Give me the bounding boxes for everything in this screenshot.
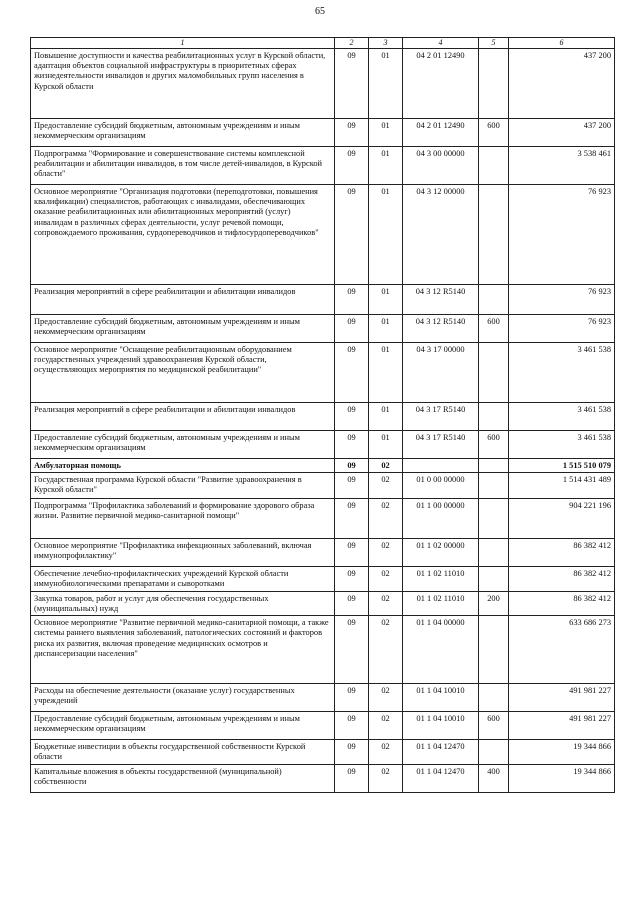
table-row <box>31 284 615 314</box>
row-amount: 76 923 <box>509 314 615 342</box>
row-section: 09 <box>335 184 369 284</box>
row-section: 09 <box>335 740 369 765</box>
table-row <box>31 458 615 472</box>
row-subsection: 02 <box>369 458 403 472</box>
column-number: 6 <box>509 38 615 49</box>
row-subsection: 02 <box>369 591 403 616</box>
row-name: Предоставление субсидий бюджетным, автономным учреждениям и иным некоммерческим организациям <box>31 712 335 740</box>
row-target-article: 01 1 04 10010 <box>403 712 479 740</box>
row-amount: 3 461 538 <box>509 430 615 458</box>
row-amount: 633 686 273 <box>509 616 615 684</box>
row-name: Повышение доступности и качества реабилитационных услуг в Курской области, адаптация объектов социальной инфраструктуры в приоритетных сферах жизнедеятельности инвалидов и других маломобильных групп населения в Курской области <box>31 48 335 118</box>
row-section: 09 <box>335 430 369 458</box>
row-subsection: 02 <box>369 684 403 712</box>
row-expense-type <box>479 402 509 430</box>
row-subsection: 02 <box>369 499 403 539</box>
row-subsection: 01 <box>369 118 403 146</box>
row-section: 09 <box>335 118 369 146</box>
row-expense-type <box>479 740 509 765</box>
row-section: 09 <box>335 284 369 314</box>
row-target-article: 04 2 01 12490 <box>403 48 479 118</box>
row-name: Амбулаторная помощь <box>31 458 335 472</box>
row-expense-type <box>479 684 509 712</box>
row-name: Обеспечение лечебно-профилактических учреждений Курской области иммунобиологическими препаратами и сыворотками <box>31 567 335 592</box>
row-amount: 437 200 <box>509 48 615 118</box>
row-section: 09 <box>335 146 369 184</box>
row-expense-type: 400 <box>479 764 509 792</box>
row-section: 09 <box>335 567 369 592</box>
table-row <box>31 499 615 539</box>
row-name: Бюджетные инвестиции в объекты государственной собственности Курской области <box>31 740 335 765</box>
row-name: Предоставление субсидий бюджетным, автономным учреждениям и иным некоммерческим организациям <box>31 430 335 458</box>
row-expense-type <box>479 458 509 472</box>
table-row <box>31 567 615 592</box>
table-row <box>31 402 615 430</box>
row-target-article: 01 1 00 00000 <box>403 499 479 539</box>
row-name: Реализация мероприятий в сфере реабилитации и абилитации инвалидов <box>31 284 335 314</box>
row-name: Подпрограмма "Формирование и совершенствование системы комплексной реабилитации и абилитации инвалидов, в том числе детей-инвалидов, в Курской области" <box>31 146 335 184</box>
row-expense-type <box>479 499 509 539</box>
row-expense-type <box>479 473 509 499</box>
row-name: Основное мероприятие "Развитие первичной медико-санитарной помощи, а также системы раннего выявления заболеваний, патологических состояний и факторов риска их развития, включая проведение медицинских осмотров и диспансеризации населения" <box>31 616 335 684</box>
column-number: 3 <box>369 38 403 49</box>
table-row <box>31 740 615 765</box>
row-amount: 19 344 866 <box>509 764 615 792</box>
table-row <box>31 118 615 146</box>
row-target-article: 04 3 12 R5140 <box>403 284 479 314</box>
row-expense-type <box>479 284 509 314</box>
row-expense-type <box>479 567 509 592</box>
row-amount: 3 461 538 <box>509 402 615 430</box>
row-name: Основное мероприятие "Оснащение реабилитационным оборудованием государственных учреждений здравоохранения Курской области, осуществляющих мероприятия по медицинской реабилитации" <box>31 342 335 402</box>
row-expense-type: 600 <box>479 314 509 342</box>
row-name: Реализация мероприятий в сфере реабилитации и абилитации инвалидов <box>31 402 335 430</box>
row-name: Капитальные вложения в объекты государственной (муниципальной) собственности <box>31 764 335 792</box>
row-expense-type <box>479 48 509 118</box>
row-target-article: 04 3 00 00000 <box>403 146 479 184</box>
row-target-article: 04 3 17 00000 <box>403 342 479 402</box>
row-expense-type: 600 <box>479 430 509 458</box>
table-row <box>31 539 615 567</box>
column-number: 1 <box>31 38 335 49</box>
page-number: 65 <box>315 6 325 17</box>
row-subsection: 01 <box>369 430 403 458</box>
row-section: 09 <box>335 684 369 712</box>
row-amount: 491 981 227 <box>509 712 615 740</box>
column-number: 2 <box>335 38 369 49</box>
row-section: 09 <box>335 342 369 402</box>
row-target-article: 01 1 04 12470 <box>403 764 479 792</box>
row-expense-type <box>479 184 509 284</box>
row-target-article: 01 1 04 00000 <box>403 616 479 684</box>
table-row <box>31 48 615 118</box>
row-amount: 76 923 <box>509 184 615 284</box>
row-subsection: 02 <box>369 473 403 499</box>
row-target-article: 04 3 17 R5140 <box>403 402 479 430</box>
budget-table <box>30 37 615 793</box>
row-expense-type <box>479 539 509 567</box>
row-amount: 437 200 <box>509 118 615 146</box>
row-subsection: 01 <box>369 284 403 314</box>
row-name: Подпрограмма "Профилактика заболеваний и формирование здорового образа жизни. Развитие первичной медико-санитарной помощи" <box>31 499 335 539</box>
row-amount: 76 923 <box>509 284 615 314</box>
row-expense-type <box>479 616 509 684</box>
column-number: 5 <box>479 38 509 49</box>
row-subsection: 02 <box>369 712 403 740</box>
row-target-article: 01 1 04 10010 <box>403 684 479 712</box>
row-name: Государственная программа Курской области "Развитие здравоохранения в Курской области" <box>31 473 335 499</box>
column-number: 4 <box>403 38 479 49</box>
row-section: 09 <box>335 764 369 792</box>
row-amount: 904 221 196 <box>509 499 615 539</box>
row-name: Основное мероприятие "Профилактика инфекционных заболеваний, включая иммунопрофилактику" <box>31 539 335 567</box>
table-row <box>31 184 615 284</box>
row-target-article: 04 3 12 R5140 <box>403 314 479 342</box>
row-amount: 1 514 431 489 <box>509 473 615 499</box>
row-target-article: 01 1 02 00000 <box>403 539 479 567</box>
row-section: 09 <box>335 473 369 499</box>
row-target-article: 01 1 04 12470 <box>403 740 479 765</box>
row-subsection: 01 <box>369 146 403 184</box>
row-target-article: 04 3 12 00000 <box>403 184 479 284</box>
row-subsection: 02 <box>369 567 403 592</box>
row-subsection: 02 <box>369 616 403 684</box>
table-row <box>31 616 615 684</box>
table-row <box>31 342 615 402</box>
row-expense-type: 200 <box>479 591 509 616</box>
row-section: 09 <box>335 712 369 740</box>
row-subsection: 01 <box>369 342 403 402</box>
row-section: 09 <box>335 591 369 616</box>
row-name: Предоставление субсидий бюджетным, автономным учреждениям и иным некоммерческим организациям <box>31 118 335 146</box>
row-subsection: 02 <box>369 764 403 792</box>
row-name: Основное мероприятие "Организация подготовки (переподготовки, повышения квалификации) специалистов, работающих с инвалидами, обеспечивающих оказание реабилитационных или абилитационных мероприятий (услуг) инвалидам в различных сферах деятельности, услуг речевой помощи, сопровождаемого проживания, сурдопереводчиков и тифлосурдопереводчиков" <box>31 184 335 284</box>
column-number-row <box>31 38 615 49</box>
row-amount: 86 382 412 <box>509 591 615 616</box>
row-target-article: 01 1 02 11010 <box>403 591 479 616</box>
row-expense-type <box>479 342 509 402</box>
row-amount: 3 461 538 <box>509 342 615 402</box>
row-subsection: 02 <box>369 539 403 567</box>
table-row <box>31 473 615 499</box>
row-subsection: 01 <box>369 184 403 284</box>
row-section: 09 <box>335 314 369 342</box>
row-amount: 86 382 412 <box>509 567 615 592</box>
row-subsection: 01 <box>369 402 403 430</box>
row-subsection: 02 <box>369 740 403 765</box>
table-row <box>31 591 615 616</box>
table-row <box>31 146 615 184</box>
row-amount: 3 538 461 <box>509 146 615 184</box>
row-target-article <box>403 458 479 472</box>
row-subsection: 01 <box>369 314 403 342</box>
row-section: 09 <box>335 48 369 118</box>
row-name: Закупка товаров, работ и услуг для обеспечения государственных (муниципальных) нужд <box>31 591 335 616</box>
row-amount: 491 981 227 <box>509 684 615 712</box>
table-row <box>31 764 615 792</box>
row-amount: 1 515 510 079 <box>509 458 615 472</box>
row-amount: 19 344 866 <box>509 740 615 765</box>
table-row <box>31 314 615 342</box>
row-target-article: 04 2 01 12490 <box>403 118 479 146</box>
row-section: 09 <box>335 499 369 539</box>
row-name: Расходы на обеспечение деятельности (оказание услуг) государственных учреждений <box>31 684 335 712</box>
row-section: 09 <box>335 539 369 567</box>
table-row <box>31 712 615 740</box>
row-expense-type: 600 <box>479 712 509 740</box>
table-row <box>31 430 615 458</box>
row-amount: 86 382 412 <box>509 539 615 567</box>
row-subsection: 01 <box>369 48 403 118</box>
row-section: 09 <box>335 616 369 684</box>
row-name: Предоставление субсидий бюджетным, автономным учреждениям и иным некоммерческим организациям <box>31 314 335 342</box>
row-target-article: 01 1 02 11010 <box>403 567 479 592</box>
row-section: 09 <box>335 458 369 472</box>
row-section: 09 <box>335 402 369 430</box>
row-expense-type: 600 <box>479 118 509 146</box>
row-target-article: 04 3 17 R5140 <box>403 430 479 458</box>
row-target-article: 01 0 00 00000 <box>403 473 479 499</box>
row-expense-type <box>479 146 509 184</box>
table-row <box>31 684 615 712</box>
